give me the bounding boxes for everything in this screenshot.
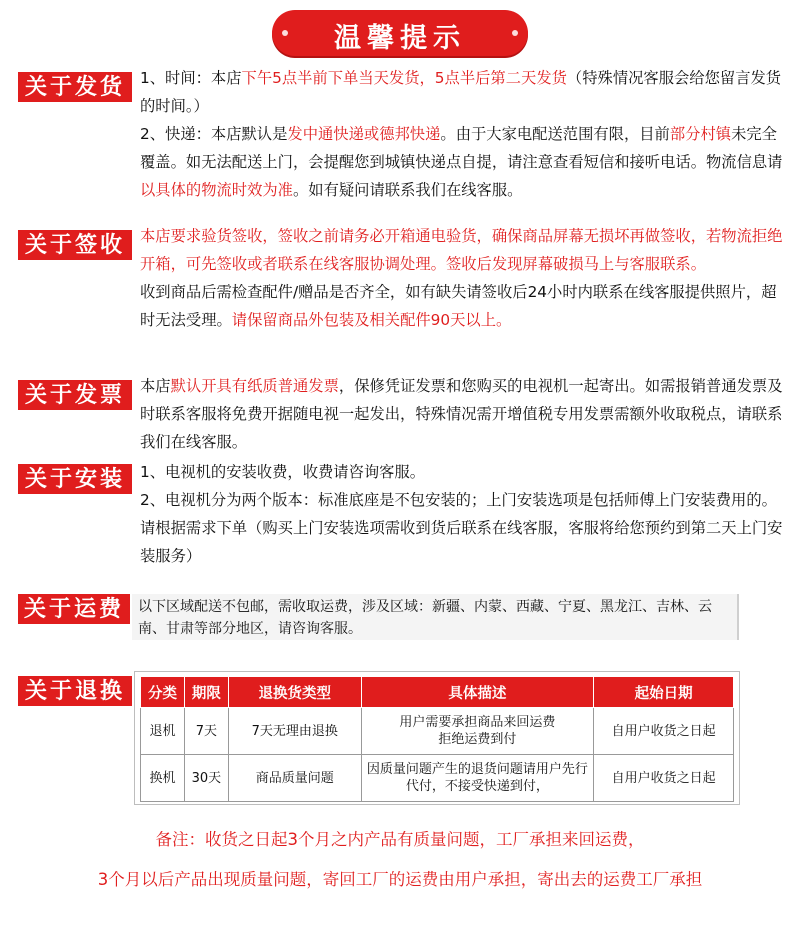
header-period: 期限	[184, 677, 228, 708]
shipping-time-suffix: （特殊情况客服会给您留言发货的时间。）	[140, 69, 782, 115]
header-type: 退换货类型	[228, 677, 361, 708]
header-description: 具体描述	[361, 677, 594, 708]
courier-text-2: 未完全覆盖。如无法配送上门，会提醒您到城镇快递点自提，请注意查看短信和接听电话。物流信息请	[140, 125, 783, 171]
courier-text: 。由于大家电配送范围有限，目前	[440, 125, 670, 143]
signing-check-highlight: 请保留商品外包装及相关配件90天以上。	[231, 311, 512, 329]
cell-category: 退机	[141, 708, 185, 755]
invoice-highlight: 默认开具有纸质普通发票	[170, 377, 339, 395]
invoice-suffix: ，保修凭证发票和您购买的电视机一起寄出。如需报销普通发票及时联系客服将免费开据随电视一起发出，特殊情况需开增值税专用发票需额外收取税点，请联系我们在线客服。	[140, 377, 783, 451]
table-row	[141, 708, 734, 755]
signing-rules: 本店要求验货签收，签收之前请务必开箱通电验货，确保商品屏幕无损坏再做签收，若物流拒绝开箱，可先签收或者联系在线客服协调处理。签收后发现屏幕破损马上与客服联系。	[140, 227, 783, 273]
install-fee: 1、电视机的安装收费，收费请咨询客服。	[140, 463, 426, 481]
courier-prefix: 2、快递：本店默认是	[140, 125, 288, 143]
cell-type: 商品质量问题	[228, 755, 361, 802]
cell-category: 换机	[141, 755, 185, 802]
courier-highlight: 发中通快递或德邦快递	[287, 125, 441, 143]
section-label-signing: 关于签收	[18, 230, 132, 260]
shipping-time-highlight: 下午5点半前下单当天发货，5点半后第二天发货	[241, 69, 567, 87]
table-header-row	[141, 677, 734, 708]
shipping-time	[140, 64, 785, 120]
section-invoice	[140, 372, 785, 456]
signing-check-text: 收到商品后需检查配件/赠品是否齐全，如有缺失请签收后24小时内联系在线客服提供照片，超时无法受理。	[140, 283, 777, 329]
section-label-install: 关于安装	[18, 464, 132, 494]
page-title: 温馨提示	[334, 23, 466, 54]
section-shipping	[140, 64, 785, 204]
returns-table	[140, 676, 734, 802]
install-versions: 2、电视机分为两个版本：标准底座是不包安装的；上门安装选项是包括师傅上门安装费用的。请根据需求下单（购买上门安装选项需收到货后联系在线客服，客服将给您预约到第二天上门安装服务）	[140, 491, 783, 565]
invoice-text	[140, 372, 785, 456]
cell-type: 7天无理由退换	[228, 708, 361, 755]
courier-highlight-2: 部分村镇	[669, 125, 732, 143]
invoice-prefix: 本店	[140, 377, 171, 395]
title-banner	[272, 10, 528, 56]
header-start-date: 起始日期	[594, 677, 734, 708]
shipping-courier	[140, 120, 785, 204]
section-label-returns: 关于退换	[18, 676, 132, 706]
cell-period: 7天	[184, 708, 228, 755]
cell-description: 用户需要承担商品来回运费 拒绝运费到付	[361, 708, 594, 755]
note-line-2: 3个月以后产品出现质量问题，寄回工厂的运费由用户承担，寄出去的运费工厂承担	[97, 870, 703, 889]
note-line-1: 备注：收货之日起3个月之内产品有质量问题，工厂承担来回运费，	[155, 830, 645, 849]
courier-suffix: 。如有疑问请联系我们在线客服。	[292, 181, 523, 199]
cell-description: 因质量问题产生的退货问题请用户先行代付，不接受快递到付，	[361, 755, 594, 802]
courier-highlight-3: 以具体的物流时效为准	[140, 181, 293, 199]
section-label-shipping: 关于发货	[18, 72, 132, 102]
cell-period: 30天	[184, 755, 228, 802]
section-label-freight: 关于运费	[18, 594, 130, 624]
cell-start-date: 自用户收货之日起	[594, 708, 734, 755]
header-category: 分类	[141, 677, 185, 708]
section-signing	[140, 222, 785, 334]
freight-text: 以下区域配送不包邮，需收取运费，涉及区域：新疆、内蒙、西藏、宁夏、黑龙江、吉林、云南、甘肃等部分地区，请咨询客服。	[138, 599, 712, 637]
table-row	[141, 755, 734, 802]
shipping-time-prefix: 1、时间：本店	[140, 69, 242, 87]
cell-start-date: 自用户收货之日起	[594, 755, 734, 802]
section-install	[140, 458, 785, 570]
section-label-invoice: 关于发票	[18, 380, 132, 410]
signing-check	[140, 278, 785, 334]
